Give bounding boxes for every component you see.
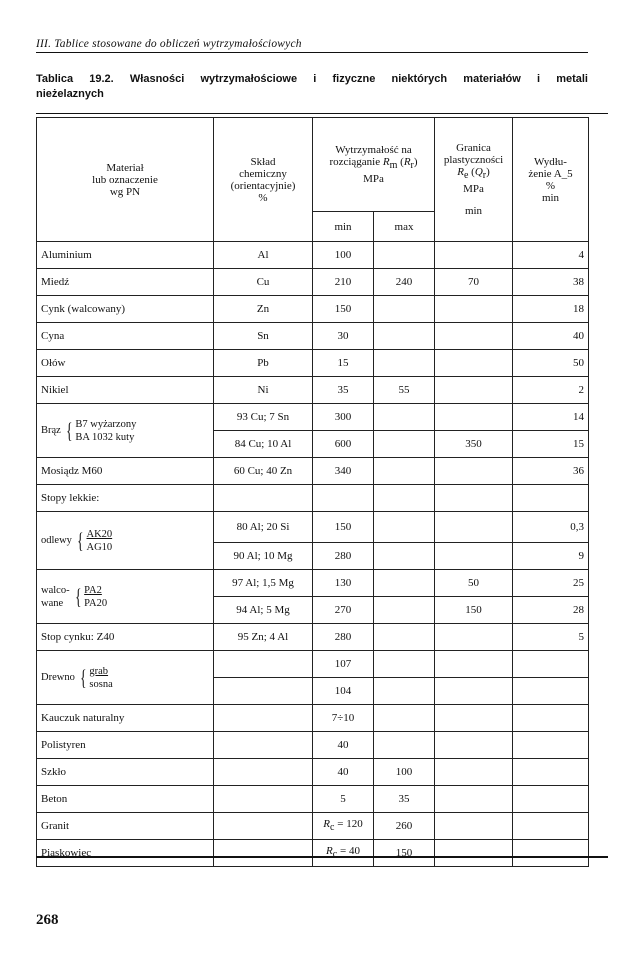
re-min-cell (435, 840, 513, 867)
rm-min-cell: 280 (313, 543, 374, 570)
group-label: Drewno (41, 671, 75, 683)
a5-cell: 18 (513, 296, 589, 323)
rm-min-cell: 280 (313, 624, 374, 651)
re-min-cell (435, 759, 513, 786)
group-item-label: AG10 (86, 541, 113, 553)
group-item-label: BA 1032 kuty (75, 431, 135, 443)
header-yield-line: MPa (463, 182, 484, 195)
header-yield-line: Granica (456, 142, 491, 155)
rm-min-cell: 35 (313, 377, 374, 404)
material-cell: Cynk (walcowany) (37, 296, 214, 323)
material-cell: Cyna (37, 323, 214, 350)
material-cell: Kauczuk naturalny (37, 705, 214, 732)
composition-cell: 84 Cu; 10 Al (214, 431, 313, 458)
brace-icon: { (77, 527, 84, 553)
re-min-cell: 70 (435, 269, 513, 296)
header-material-line: wg PN (109, 185, 141, 198)
a5-cell: 25 (513, 570, 589, 597)
re-min-cell (435, 705, 513, 732)
rm-max-cell: 150 (374, 840, 435, 867)
a5-cell (513, 705, 589, 732)
header-yield (435, 118, 513, 242)
header-strength-min: min (313, 212, 374, 242)
composition-cell (214, 840, 313, 867)
composition-cell (214, 759, 313, 786)
empty-cell (214, 485, 313, 512)
rm-max-cell (374, 404, 435, 431)
rm-min-cell: 150 (313, 296, 374, 323)
re-min-cell (435, 323, 513, 350)
rm-max-cell (374, 543, 435, 570)
page-number: 268 (36, 912, 59, 928)
header-elongation-line: min (541, 191, 560, 204)
empty-cell (513, 485, 589, 512)
composition-cell (214, 786, 313, 813)
re-min-cell (435, 377, 513, 404)
caption-line-2: nieżelaznych (36, 88, 104, 100)
group-row (37, 404, 589, 431)
composition-cell: 90 Al; 10 Mg (214, 543, 313, 570)
rm-max-cell (374, 512, 435, 543)
a5-cell: 38 (513, 269, 589, 296)
re-min-cell: 50 (435, 570, 513, 597)
composition-cell (214, 813, 313, 840)
header-strength-line: MPa (363, 172, 384, 185)
table-row (37, 705, 589, 732)
re-min-cell (435, 458, 513, 485)
table-row (37, 624, 589, 651)
re-min-cell (435, 296, 513, 323)
a5-cell (513, 840, 589, 867)
rm-min-cell: 40 (313, 732, 374, 759)
material-group-cell (37, 404, 214, 458)
table-row (37, 296, 589, 323)
rm-min-cell: 15 (313, 350, 374, 377)
group-item-label: PA2 (84, 584, 102, 596)
material-cell: Szkło (37, 759, 214, 786)
composition-cell: 93 Cu; 7 Sn (214, 404, 313, 431)
composition-cell: Al (214, 242, 313, 269)
header-material-line: lub oznaczenie (92, 173, 158, 186)
re-min-cell (435, 543, 513, 570)
rm-max-cell (374, 458, 435, 485)
table-row (37, 759, 589, 786)
a5-cell: 40 (513, 323, 589, 350)
rm-min-cell: $R_c = 120$ (313, 813, 374, 840)
empty-cell (313, 485, 374, 512)
rm-max-cell (374, 732, 435, 759)
composition-cell: 94 Al; 5 Mg (214, 597, 313, 624)
rm-min-cell: 340 (313, 458, 374, 485)
group-item-label: B7 wyżarzony (75, 418, 137, 430)
rm-max-cell (374, 296, 435, 323)
group-item-label: AK20 (86, 528, 113, 540)
composition-cell: Pb (214, 350, 313, 377)
rm-min-cell: 104 (313, 678, 374, 705)
re-min-cell: 350 (435, 431, 513, 458)
composition-cell: 97 Al; 1,5 Mg (214, 570, 313, 597)
rm-max-cell: 260 (374, 813, 435, 840)
material-group-cell (37, 570, 214, 624)
material-cell: Mosiądz M60 (37, 458, 214, 485)
header-composition-line: (orientacyjnie) (230, 179, 296, 192)
table-row (37, 350, 589, 377)
rm-min-cell: 7÷10 (313, 705, 374, 732)
group-row (37, 512, 589, 543)
re-min-cell (435, 350, 513, 377)
a5-cell: 5 (513, 624, 589, 651)
empty-cell (374, 485, 435, 512)
header-elongation-line: % (545, 179, 556, 192)
a5-cell (513, 732, 589, 759)
rm-max-cell: 240 (374, 269, 435, 296)
table-row (37, 242, 589, 269)
material-cell: Granit (37, 813, 214, 840)
group-item-label: PA20 (84, 597, 108, 609)
composition-cell (214, 705, 313, 732)
header-strength-max: max (374, 212, 435, 242)
group-label: wane (41, 597, 64, 609)
table-row (37, 269, 589, 296)
table-caption (36, 72, 588, 102)
empty-cell (374, 678, 435, 705)
re-min-cell (435, 813, 513, 840)
brace-icon: { (65, 417, 73, 443)
re-min-cell (435, 512, 513, 543)
table-top-rule (36, 113, 608, 114)
header-rule (36, 52, 588, 53)
rm-max-cell (374, 705, 435, 732)
rm-min-cell: 40 (313, 759, 374, 786)
running-head: III. Tablice stosowane do obliczeń wytrzymałościowych (36, 38, 302, 50)
a5-cell: 2 (513, 377, 589, 404)
rm-max-cell (374, 597, 435, 624)
a5-cell: 50 (513, 350, 589, 377)
empty-cell (513, 678, 589, 705)
header-strength (313, 118, 435, 212)
brace-icon: { (79, 664, 87, 690)
a5-cell (513, 759, 589, 786)
material-cell: Piaskowiec (37, 840, 214, 867)
rm-max-cell (374, 431, 435, 458)
header-strength-line: Wytrzymałość na (335, 144, 412, 157)
rm-min-cell: 100 (313, 242, 374, 269)
a5-cell (513, 813, 589, 840)
header-strength-line: rozciąganie $R_m$ $(R_r)$ (329, 156, 418, 172)
rm-max-cell (374, 242, 435, 269)
a5-cell: 28 (513, 597, 589, 624)
rm-min-cell: 150 (313, 512, 374, 543)
material-cell: Miedź (37, 269, 214, 296)
rm-min-cell: $R_c = 40$ (313, 840, 374, 867)
re-min-cell (435, 242, 513, 269)
group-row (37, 651, 589, 678)
a5-cell: 9 (513, 543, 589, 570)
a5-cell: 0,3 (513, 512, 589, 543)
group-item-label: grab (89, 665, 109, 677)
material-cell: Stop cynku: Z40 (37, 624, 214, 651)
group-label: walco- (41, 584, 70, 596)
composition-cell: 95 Zn; 4 Al (214, 624, 313, 651)
rm-min-cell: 5 (313, 786, 374, 813)
composition-cell: Ni (214, 377, 313, 404)
table-row (37, 323, 589, 350)
table-row (37, 732, 589, 759)
composition-cell: Sn (214, 323, 313, 350)
re-min-cell: 150 (435, 597, 513, 624)
empty-cell (435, 485, 513, 512)
table-row (37, 786, 589, 813)
material-cell: Nikiel (37, 377, 214, 404)
rm-min-cell: 300 (313, 404, 374, 431)
brace-icon: { (74, 583, 82, 609)
header-material-line: Materiał (106, 161, 144, 174)
a5-cell: 14 (513, 404, 589, 431)
material-cell: Ołów (37, 350, 214, 377)
empty-cell (513, 651, 589, 678)
material-group-cell (37, 651, 214, 705)
group-item-label: sosna (89, 678, 113, 690)
rm-max-cell (374, 570, 435, 597)
re-min-cell (435, 404, 513, 431)
a5-cell (513, 786, 589, 813)
header-composition-line: % (258, 191, 268, 204)
table-bottom-rule (36, 856, 608, 858)
rm-min-cell: 30 (313, 323, 374, 350)
material-cell: Aluminium (37, 242, 214, 269)
rm-max-cell: 55 (374, 377, 435, 404)
empty-cell (435, 678, 513, 705)
composition-cell: Zn (214, 296, 313, 323)
header-elongation (513, 118, 589, 242)
rm-min-cell: 270 (313, 597, 374, 624)
header-composition-line: chemiczny (239, 167, 287, 180)
a5-cell: 36 (513, 458, 589, 485)
empty-cell (435, 651, 513, 678)
group-label: Brąz (41, 424, 61, 436)
rm-max-cell (374, 624, 435, 651)
composition-cell (214, 732, 313, 759)
material-cell: Beton (37, 786, 214, 813)
header-elongation-line: Wydłu- (534, 155, 567, 168)
header-elongation-line: żenie A_5 (528, 167, 573, 180)
rm-max-cell (374, 350, 435, 377)
properties-table (36, 117, 589, 867)
header-yield-min: min (464, 204, 483, 217)
rm-max-cell: 100 (374, 759, 435, 786)
rm-min-cell: 210 (313, 269, 374, 296)
group-row (37, 570, 589, 597)
header-yield-line: $R_e$ $(Q_r)$ (457, 166, 490, 182)
section-label: Stopy lekkie: (37, 485, 214, 512)
material-cell: Polistyren (37, 732, 214, 759)
empty-cell (374, 651, 435, 678)
composition-cell: Cu (214, 269, 313, 296)
header-composition-line: Skład (250, 155, 276, 168)
header-row (37, 118, 589, 212)
re-min-cell (435, 732, 513, 759)
group-label: odlewy (41, 534, 72, 546)
re-min-cell (435, 786, 513, 813)
table-row (37, 813, 589, 840)
empty-cell (214, 678, 313, 705)
composition-cell: 60 Cu; 40 Zn (214, 458, 313, 485)
header-composition (214, 118, 313, 242)
section-row (37, 485, 589, 512)
a5-cell: 15 (513, 431, 589, 458)
header-material (37, 118, 214, 242)
re-min-cell (435, 624, 513, 651)
material-group-cell (37, 512, 214, 570)
a5-cell: 4 (513, 242, 589, 269)
caption-line-1: Tablica 19.2. Własności wytrzymałościowe i fizyczne niektórych materiałów i metali (36, 73, 588, 85)
composition-cell: 80 Al; 20 Si (214, 512, 313, 543)
rm-min-cell: 107 (313, 651, 374, 678)
header-yield-line: plastyczności (443, 154, 504, 167)
rm-min-cell: 600 (313, 431, 374, 458)
rm-min-cell: 130 (313, 570, 374, 597)
table-row (37, 840, 589, 867)
rm-max-cell (374, 323, 435, 350)
empty-cell (214, 651, 313, 678)
table-row (37, 458, 589, 485)
rm-max-cell: 35 (374, 786, 435, 813)
table-row (37, 377, 589, 404)
